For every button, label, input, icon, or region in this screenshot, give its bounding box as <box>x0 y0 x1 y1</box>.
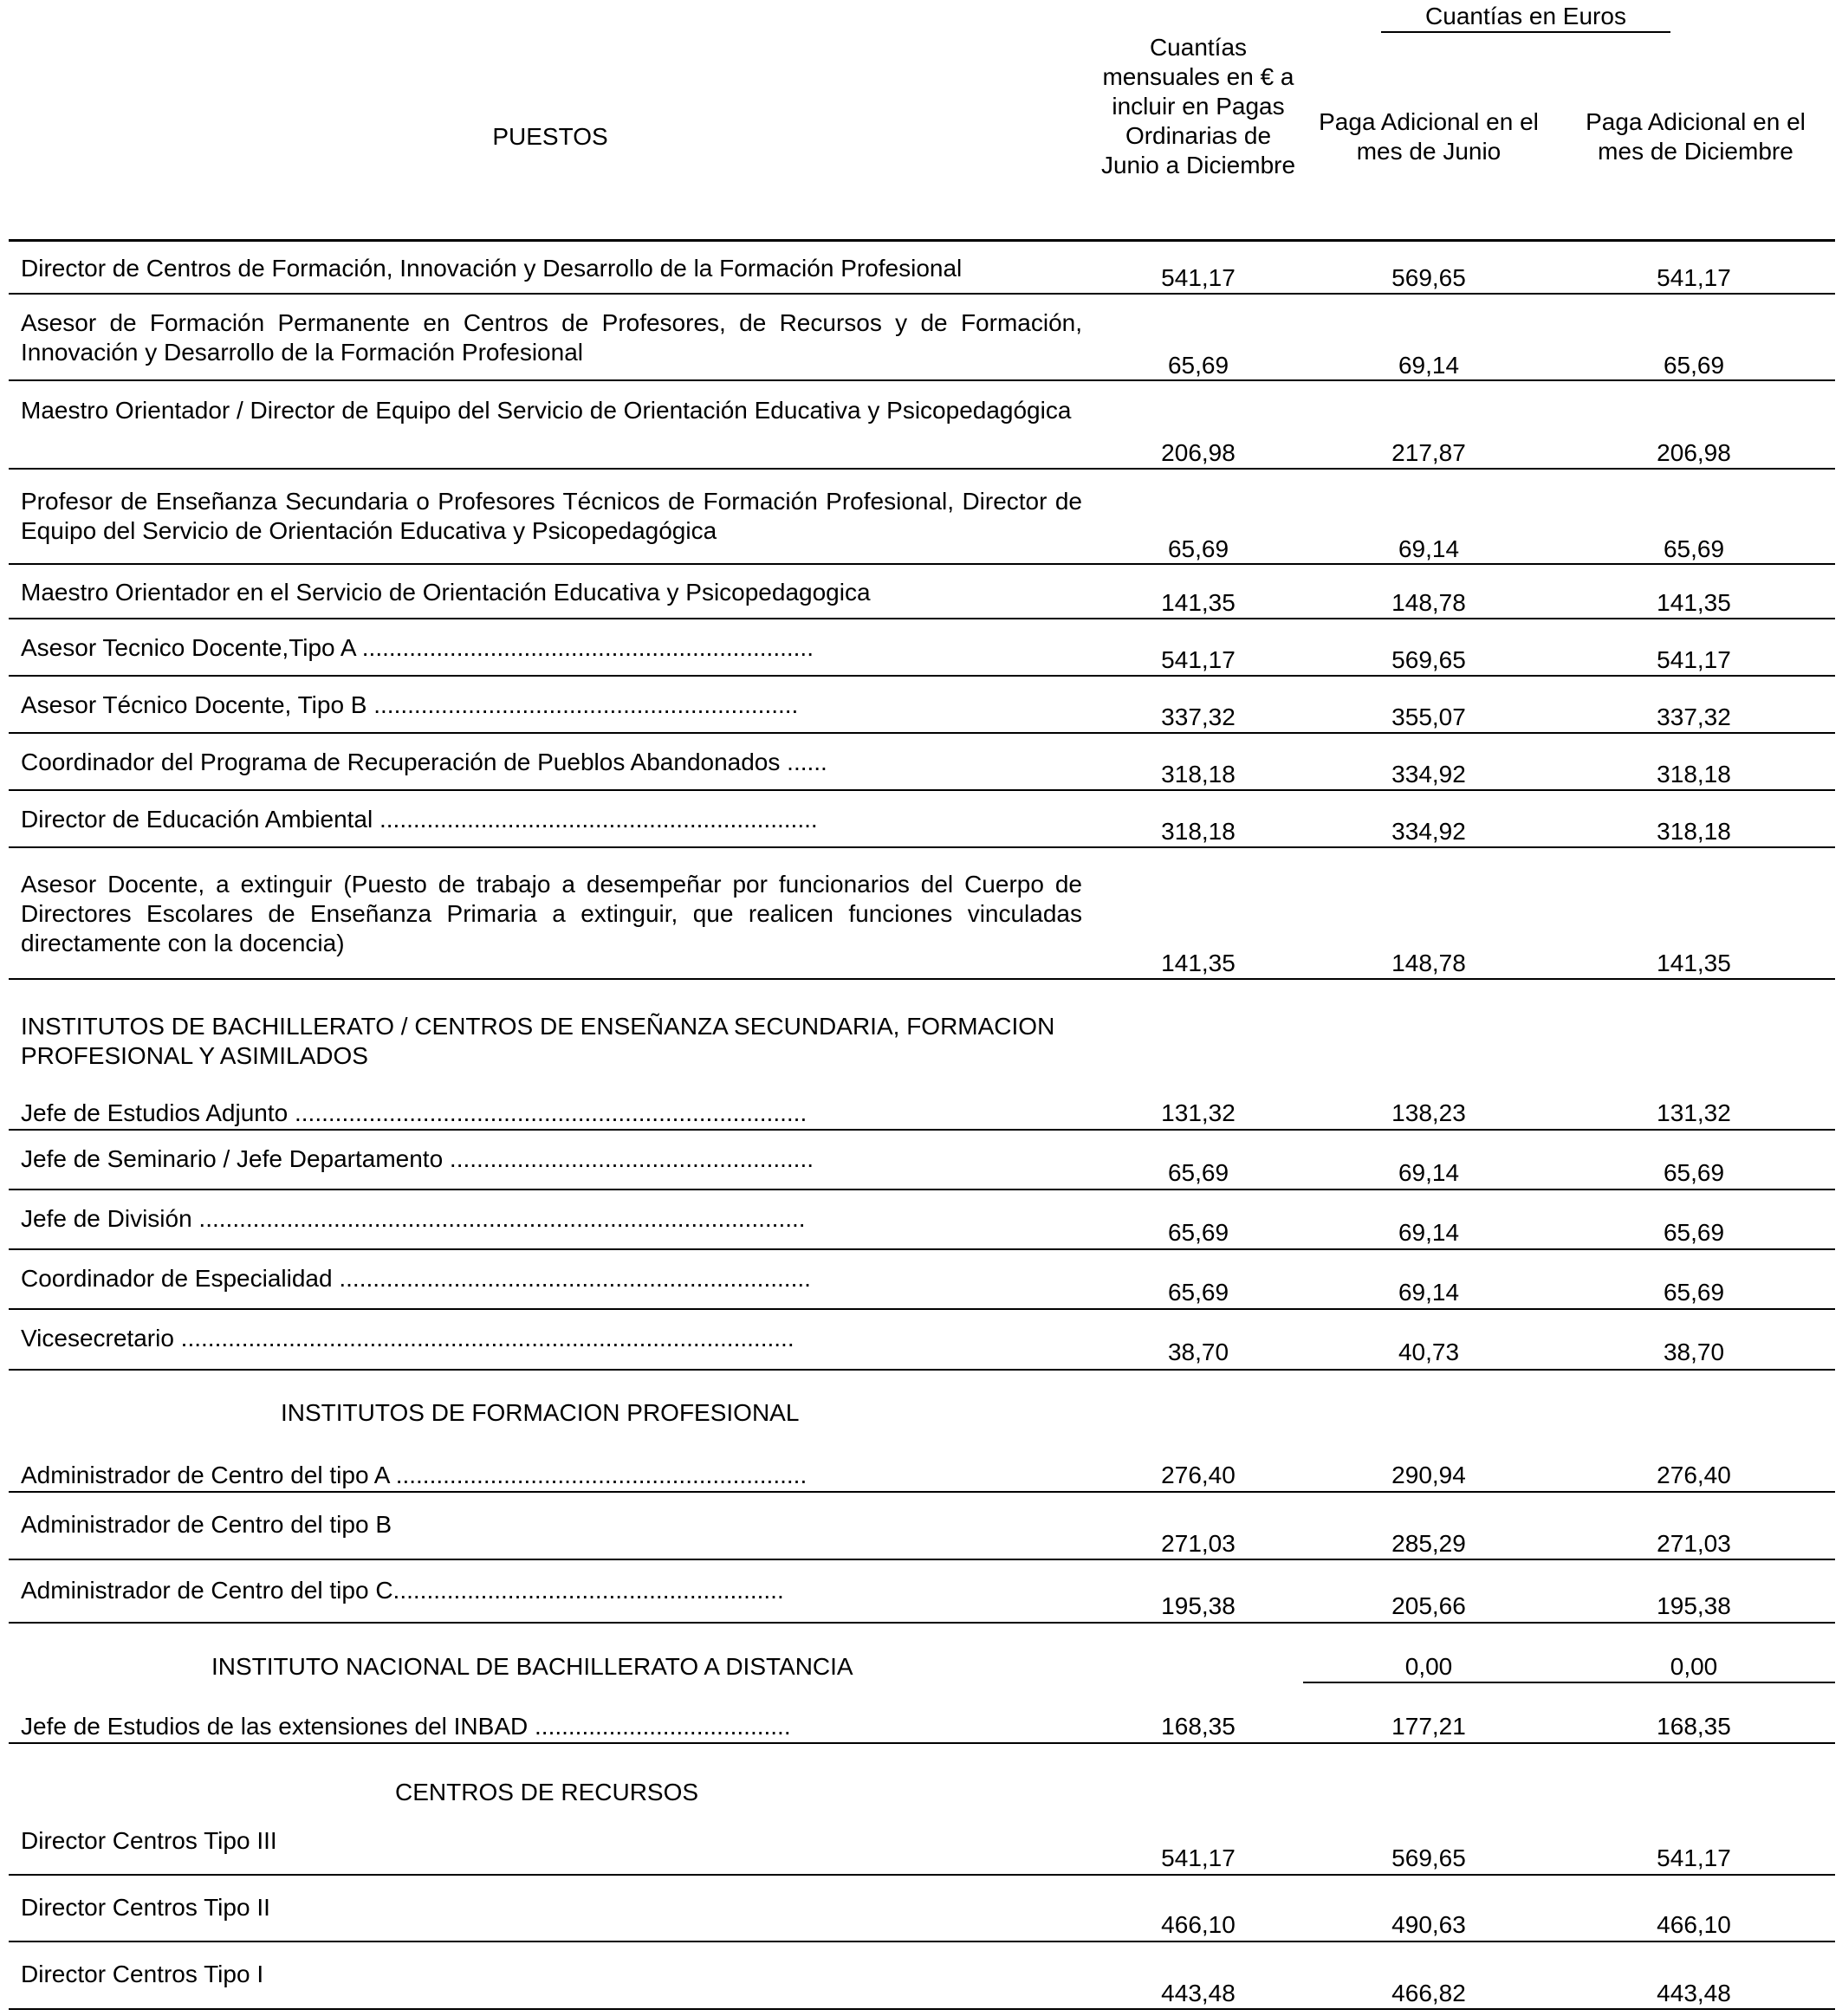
row-divider <box>9 846 1835 848</box>
row-value-december: 541,17 <box>1657 646 1731 673</box>
row-value-june: 69,14 <box>1398 535 1460 562</box>
row-value-june: 569,65 <box>1391 264 1466 291</box>
header-puestos: PUESTOS <box>492 123 608 150</box>
row-value-monthly: 65,69 <box>1167 1159 1229 1186</box>
row-label: Profesor de Enseñanza Secundaria o Profesores Técnicos de Formación Profesional, Director de Equipo del Servicio de Orientación Educativa y Psicopedagógica <box>21 488 1082 544</box>
row-divider <box>9 1491 1835 1493</box>
row-value-monthly: 168,35 <box>1161 1713 1236 1740</box>
row-value-december: 466,10 <box>1657 1911 1731 1938</box>
row-value-monthly: 195,38 <box>1161 1592 1236 1619</box>
row-value-december: 65,69 <box>1663 535 1725 562</box>
row-divider <box>9 1189 1835 1190</box>
row-value-monthly: 541,17 <box>1161 646 1236 673</box>
row-value-june: 490,63 <box>1391 1911 1466 1938</box>
row-divider <box>9 1874 1835 1876</box>
row-divider <box>9 1129 1835 1131</box>
row-value-monthly: 276,40 <box>1161 1462 1236 1488</box>
row-divider <box>9 732 1835 734</box>
row-value-june: 569,65 <box>1391 646 1466 673</box>
row-label: Jefe de Seminario / Jefe Departamento ...................................................... <box>21 1145 814 1172</box>
row-label: Jefe de Estudios Adjunto ............................................................................ <box>21 1099 807 1126</box>
inbad-value-june: 0,00 <box>1404 1653 1453 1680</box>
row-label: Director de Centros de Formación, Innovación y Desarrollo de la Formación Profesional <box>21 255 963 282</box>
row-divider <box>9 1308 1835 1310</box>
row-value-monthly: 141,35 <box>1161 589 1236 616</box>
header-col-monthly: Cuantías mensuales en € a incluir en Pagas Ordinarias de Junio a Diciembre <box>1100 34 1296 178</box>
row-divider <box>9 1248 1835 1250</box>
row-divider <box>9 1369 1835 1371</box>
row-label: Director Centros Tipo III <box>21 1827 277 1854</box>
row-label: Coordinador del Programa de Recuperación de Pueblos Abandonados ...... <box>21 749 827 775</box>
row-value-monthly: 318,18 <box>1161 818 1236 845</box>
row-divider <box>9 468 1835 470</box>
row-divider <box>9 293 1835 295</box>
row-label: Director Centros Tipo I <box>21 1961 264 1987</box>
row-value-monthly: 318,18 <box>1161 761 1236 788</box>
row-value-june: 355,07 <box>1391 703 1466 730</box>
row-value-june: 334,92 <box>1391 761 1466 788</box>
row-label: Administrador de Centro del tipo B <box>21 1511 392 1538</box>
row-value-monthly: 65,69 <box>1167 535 1229 562</box>
header-col-june: Paga Adicional en el mes de Junio <box>1319 108 1539 165</box>
section-heading-inbad: INSTITUTO NACIONAL DE BACHILLERATO A DISTANCIA <box>211 1653 853 1680</box>
row-divider <box>9 563 1835 565</box>
row-value-june: 205,66 <box>1391 1592 1466 1619</box>
row-value-december: 38,70 <box>1663 1339 1725 1365</box>
inbad-value-rule <box>1303 1682 1835 1683</box>
row-value-december: 206,98 <box>1657 439 1731 466</box>
row-value-june: 466,82 <box>1391 1980 1466 2006</box>
row-label: Jefe de Estudios de las extensiones del INBAD ...................................... <box>21 1713 791 1740</box>
row-value-monthly: 337,32 <box>1161 703 1236 730</box>
row-value-june: 290,94 <box>1391 1462 1466 1488</box>
row-value-june: 69,14 <box>1398 352 1460 379</box>
row-value-december: 168,35 <box>1657 1713 1731 1740</box>
row-value-monthly: 38,70 <box>1167 1339 1229 1365</box>
row-value-monthly: 141,35 <box>1161 950 1236 976</box>
header-rule <box>9 239 1835 242</box>
row-label: Maestro Orientador / Director de Equipo del Servicio de Orientación Educativa y Psicopedagógica <box>21 397 1072 424</box>
row-value-monthly: 443,48 <box>1161 1980 1236 2006</box>
row-label: Asesor Técnico Docente, Tipo B ............................................................... <box>21 691 799 718</box>
row-divider <box>9 1559 1835 1560</box>
row-value-december: 65,69 <box>1663 352 1725 379</box>
inbad-value-december: 0,00 <box>1670 1653 1718 1680</box>
row-value-monthly: 466,10 <box>1161 1911 1236 1938</box>
row-value-december: 131,32 <box>1657 1099 1731 1126</box>
section-heading-institutos-fp: INSTITUTOS DE FORMACION PROFESIONAL <box>281 1399 800 1426</box>
row-value-june: 177,21 <box>1391 1713 1466 1740</box>
row-label: Asesor de Formación Permanente en Centros de Profesores, de Recursos y de Formación, Innovación y Desarrollo de la Formación Profesional <box>21 309 1082 366</box>
row-divider <box>9 1941 1835 1942</box>
row-label: Coordinador de Especialidad ...................................................................... <box>21 1265 811 1292</box>
row-divider <box>9 675 1835 677</box>
header-group-underline <box>1381 31 1670 33</box>
row-divider <box>9 1622 1835 1624</box>
row-value-december: 443,48 <box>1657 1980 1731 2006</box>
row-label: Director de Educación Ambiental ................................................................. <box>21 806 818 833</box>
row-value-june: 69,14 <box>1398 1279 1460 1306</box>
row-value-monthly: 206,98 <box>1161 439 1236 466</box>
row-divider <box>9 2008 1835 2010</box>
row-value-june: 69,14 <box>1398 1159 1460 1186</box>
row-label: Asesor Docente, a extinguir (Puesto de trabajo a desempeñar por funcionarios del Cuerpo de Directores Escolares de Enseñanza Primaria a extinguir, que realicen funciones vinculadas directamente con la docencia) <box>21 871 1082 956</box>
header-group-label: Cuantías en Euros <box>1425 3 1626 29</box>
row-value-monthly: 65,69 <box>1167 1279 1229 1306</box>
row-divider <box>9 618 1835 619</box>
row-divider <box>9 1742 1835 1744</box>
row-value-december: 318,18 <box>1657 818 1731 845</box>
row-label: Jefe de División .......................................................................................... <box>21 1205 806 1232</box>
row-value-december: 541,17 <box>1657 264 1731 291</box>
section-heading-centros-recursos: CENTROS DE RECURSOS <box>395 1779 699 1805</box>
row-divider <box>9 789 1835 791</box>
row-value-december: 141,35 <box>1657 589 1731 616</box>
row-label: Administrador de Centro del tipo C.......................................................... <box>21 1577 784 1604</box>
row-value-december: 541,17 <box>1657 1844 1731 1871</box>
row-value-december: 141,35 <box>1657 950 1731 976</box>
row-value-june: 569,65 <box>1391 1844 1466 1871</box>
row-value-june: 138,23 <box>1391 1099 1466 1126</box>
section-heading-institutos-bachillerato: INSTITUTOS DE BACHILLERATO / CENTROS DE ENSEÑANZA SECUNDARIA, FORMACION PROFESIONAL Y ASIMILADOS <box>21 1013 1055 1069</box>
row-value-monthly: 541,17 <box>1161 1844 1236 1871</box>
row-value-june: 148,78 <box>1391 950 1466 976</box>
row-value-june: 217,87 <box>1391 439 1466 466</box>
row-value-monthly: 541,17 <box>1161 264 1236 291</box>
row-value-december: 65,69 <box>1663 1279 1725 1306</box>
row-value-monthly: 271,03 <box>1161 1530 1236 1557</box>
header-col-december: Paga Adicional en el mes de Diciembre <box>1586 108 1806 165</box>
row-value-monthly: 65,69 <box>1167 1219 1229 1246</box>
row-divider <box>9 978 1835 980</box>
row-value-december: 65,69 <box>1663 1219 1725 1246</box>
row-value-june: 148,78 <box>1391 589 1466 616</box>
row-value-december: 337,32 <box>1657 703 1731 730</box>
row-label: Director Centros Tipo II <box>21 1894 270 1921</box>
row-label: Vicesecretario ........................................................................................... <box>21 1325 795 1352</box>
row-label: Asesor Tecnico Docente,Tipo A ................................................................... <box>21 634 814 661</box>
row-value-june: 69,14 <box>1398 1219 1460 1246</box>
row-value-june: 40,73 <box>1398 1339 1460 1365</box>
row-value-december: 195,38 <box>1657 1592 1731 1619</box>
row-value-june: 334,92 <box>1391 818 1466 845</box>
row-value-monthly: 131,32 <box>1161 1099 1236 1126</box>
row-value-december: 276,40 <box>1657 1462 1731 1488</box>
row-value-december: 271,03 <box>1657 1530 1731 1557</box>
row-value-monthly: 65,69 <box>1167 352 1229 379</box>
row-label: Administrador de Centro del tipo A ............................................................. <box>21 1462 807 1488</box>
row-divider <box>9 379 1835 381</box>
row-value-december: 65,69 <box>1663 1159 1725 1186</box>
row-value-december: 318,18 <box>1657 761 1731 788</box>
row-value-june: 285,29 <box>1391 1530 1466 1557</box>
row-label: Maestro Orientador en el Servicio de Orientación Educativa y Psicopedagogica <box>21 579 871 606</box>
